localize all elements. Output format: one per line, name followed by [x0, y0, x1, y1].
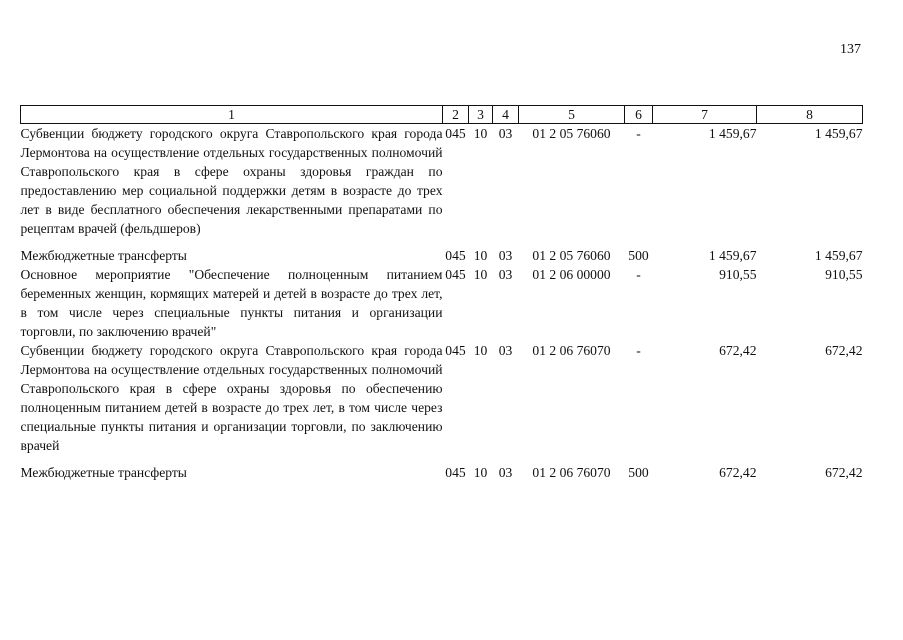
- column-header-3: 3: [469, 106, 493, 124]
- subsection-code-cell: 03: [498, 267, 513, 282]
- ministry-code-cell: 045: [445, 343, 466, 358]
- target-article-cell: 01 2 06 76070: [532, 465, 611, 480]
- section-code-cell: 10: [473, 248, 488, 263]
- ministry-code-cell: 045: [445, 465, 466, 480]
- subsection-code-cell: 03: [498, 465, 513, 480]
- column-header-5: 5: [519, 106, 625, 124]
- ministry-code-cell: 045: [445, 267, 466, 282]
- row-name-cell: Субвенции бюджету городского округа Ставропольского края города Лермонтова на осуществление отдельных государственных полномочий Ставропольского края в сфере охраны здоровья по обеспечению полноценным питанием детей в возрасте до трех лет, в том числе через специальные пункты питания и организации торговли, по заключению врачей: [20, 343, 443, 453]
- column-header-2: 2: [443, 106, 469, 124]
- table-row: [21, 341, 863, 455]
- row-name-cell: Межбюджетные трансферты: [20, 248, 187, 263]
- budget-table: [20, 105, 863, 482]
- amount-cell-col8: 672,42: [825, 343, 863, 358]
- target-article-cell: 01 2 05 76060: [532, 126, 611, 141]
- target-article-cell: 01 2 06 00000: [532, 267, 611, 282]
- amount-cell-col7: 1 459,67: [708, 248, 757, 263]
- section-code-cell: 10: [473, 126, 488, 141]
- row-name-cell: Субвенции бюджету городского округа Ставропольского края города Лермонтова на осуществление отдельных государственных полномочий Ставропольского края в сфере охраны здоровья граждан по предоставлению мер социальной поддержки детям в возрасте до трех лет в виде бесплатного обеспечения лекарственными препаратами по рецептам врачей (фельдшеров): [20, 126, 443, 236]
- table-header-row: [21, 106, 863, 124]
- page-number: 137: [840, 42, 861, 57]
- amount-cell-col8: 1 459,67: [814, 248, 863, 263]
- column-header-1: 1: [21, 106, 443, 124]
- amount-cell-col8: 910,55: [825, 267, 863, 282]
- table-row: [21, 463, 863, 482]
- amount-cell-col7: 672,42: [719, 343, 757, 358]
- expense-type-cell: -: [636, 267, 641, 282]
- amount-cell-col7: 672,42: [719, 465, 757, 480]
- amount-cell-col7: 1 459,67: [708, 126, 757, 141]
- column-header-6: 6: [625, 106, 653, 124]
- subsection-code-cell: 03: [498, 343, 513, 358]
- table-row: [21, 124, 863, 239]
- expense-type-cell: 500: [628, 248, 649, 263]
- expense-type-cell: 500: [628, 465, 649, 480]
- row-name-cell: Основное мероприятие "Обеспечение полноценным питанием беременных женщин, кормящих матерей и детей в возрасте до трех лет, в том числе через специальные пункты питания и организации торговли, по заключению врачей": [20, 267, 443, 339]
- subsection-code-cell: 03: [498, 248, 513, 263]
- expense-type-cell: -: [636, 343, 641, 358]
- column-header-4: 4: [493, 106, 519, 124]
- target-article-cell: 01 2 05 76060: [532, 248, 611, 263]
- table-row: [21, 246, 863, 265]
- amount-cell-col8: 1 459,67: [814, 126, 863, 141]
- ministry-code-cell: 045: [445, 126, 466, 141]
- column-header-8: 8: [757, 106, 863, 124]
- row-spacer: [21, 455, 863, 463]
- row-name-cell: Межбюджетные трансферты: [20, 465, 187, 480]
- table-row: [21, 265, 863, 341]
- column-header-7: 7: [653, 106, 757, 124]
- section-code-cell: 10: [473, 267, 488, 282]
- row-spacer: [21, 238, 863, 246]
- amount-cell-col7: 910,55: [719, 267, 757, 282]
- subsection-code-cell: 03: [498, 126, 513, 141]
- section-code-cell: 10: [473, 343, 488, 358]
- section-code-cell: 10: [473, 465, 488, 480]
- target-article-cell: 01 2 06 76070: [532, 343, 611, 358]
- ministry-code-cell: 045: [445, 248, 466, 263]
- amount-cell-col8: 672,42: [825, 465, 863, 480]
- expense-type-cell: -: [636, 126, 641, 141]
